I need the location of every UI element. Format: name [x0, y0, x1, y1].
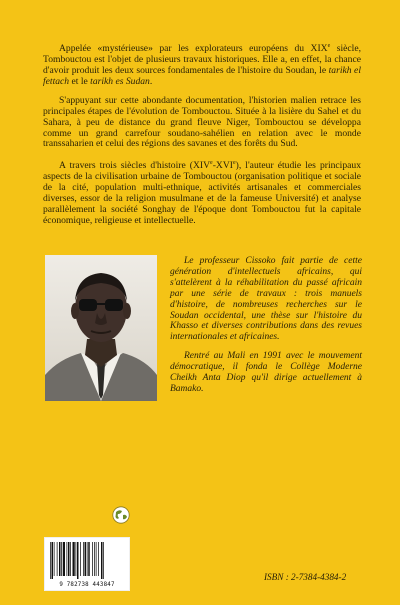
description-text	[43, 41, 361, 235]
publisher-globe-logo	[112, 506, 130, 524]
barcode	[44, 537, 130, 591]
isbn-label: ISBN : 2-7384-4384-2	[264, 572, 347, 582]
author-portrait-image	[45, 255, 157, 401]
description-paragraph-3: A travers trois siècles d'histoire (XIVe-XVIe), l'auteur étudie les principaux aspects de la civilisation urbaine de Tombouctou (organisation politique et sociale de la cité, population multi-ethnique, activités artisanales et commerciales diverses, essor de la religion musulmane et de la fameuse Université) et analyse parallèlement la société Songhay de l'époque dont Tombouctou fut la capitale économique, religieuse et intellectuelle.	[43, 160, 361, 227]
author-bio	[170, 256, 362, 403]
bio-paragraph-1: Le professeur Cissoko fait partie de cette génération d'intellectuels africains, qui s'attelèrent à la réhabilitation du passé africain par une série de travaux : trois manuels d'histoire, de nombreuses recherches sur le Soudan occidental, une thèse sur l'histoire du Khasso et diverses contributions dans des revues internationales et africaines.	[170, 256, 362, 343]
description-paragraph-1: Appelée «mystérieuse» par les explorateurs européens du XIXe siècle, Tombouctou est l'objet de plusieurs travaux historiques. Elle a, en effet, la chance d'avoir produit les deux sources fondamentales de l'histoire du Soudan, le tarikh el fettach et le tarikh es Sudan.	[43, 43, 361, 87]
author-photo	[45, 255, 157, 401]
barcode-bars	[45, 538, 129, 580]
description-paragraph-2: S'appuyant sur cette abondante documentation, l'historien malien retrace les principales étapes de l'évolution de Tombouctou. Située à la lisière du Sahel et du Sahara, à peu de distance du grand fleuve Niger, Tombouctou se développa comme un grand carrefour soudano-sahélien en relation avec le monde transsaharien et celui des régions des savanes et des forêts du Sud.	[43, 94, 361, 150]
bio-paragraph-2: Rentré au Mali en 1991 avec le mouvement démocratique, il fonda le Collège Moderne Cheikh Anta Diop qu'il dirige actuellement à Bamako.	[170, 351, 362, 394]
barcode-number: 9 782738 443847	[59, 582, 115, 588]
